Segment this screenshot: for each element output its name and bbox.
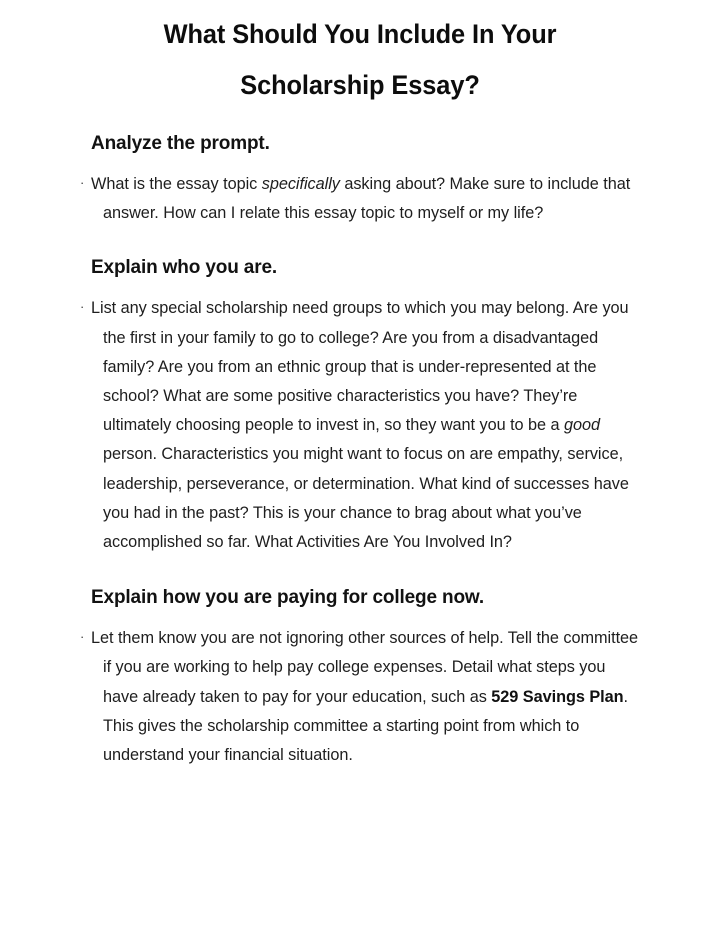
page-title xyxy=(0,9,720,111)
section-explain-who-you-are xyxy=(0,255,720,557)
section-heading: Explain how you are paying for college now. xyxy=(91,587,484,609)
section-heading: Analyze the prompt. xyxy=(91,133,270,154)
bullet-dash-icon: · xyxy=(80,175,85,190)
page-title-line-1: What Should You Include In Your xyxy=(163,19,557,49)
page-title-line-2: Scholarship Essay? xyxy=(240,70,480,100)
document-body xyxy=(0,131,720,770)
bullet-list-item xyxy=(0,170,720,228)
section-heading: Explain who you are. xyxy=(91,257,277,279)
bullet-list-item xyxy=(0,624,720,770)
bullet-dash-icon: · xyxy=(80,299,85,315)
section-body-text: What is the essay topic specifically asking about? Make sure to include that answer. How can I relate this essay topic to myself or my life? xyxy=(91,175,631,223)
section-explain-how-you-are-paying xyxy=(0,585,720,770)
section-body-text: List any special scholarship need groups to which you may belong. Are you the first in your family to go to college? Are you from a disadvantaged family? Are you from an ethnic group that is under-represented at the school? What are some positive characteristics you have? They’re ultimately choosing people to invest in, so they want you to be a good person. Characteristics you might want to focus on are empathy, service, leadership, perseverance, or determination. What kind of successes have you had in the past? This is your chance to brag about what you’ve accomplished so far. What Activities Are You Involved In? xyxy=(91,299,629,552)
bullet-list-item xyxy=(0,294,720,557)
section-analyze-the-prompt xyxy=(0,131,720,228)
bullet-dash-icon: · xyxy=(80,629,85,645)
section-body-text: Let them know you are not ignoring other sources of help. Tell the committee if you are working to help pay college expenses. Detail what steps you have already taken to pay for your education, such as 529 Savings Plan. This gives the scholarship committee a starting point from which to understand your financial situation. xyxy=(91,629,639,765)
